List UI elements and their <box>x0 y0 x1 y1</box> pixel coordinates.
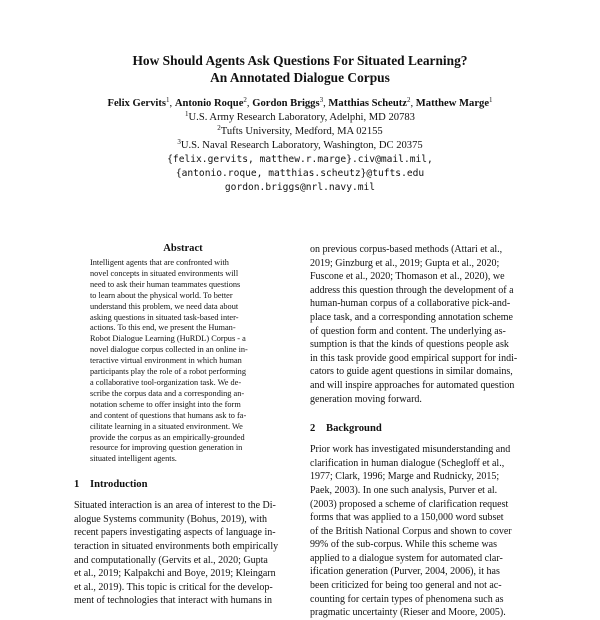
introduction-line: recent papers investigating aspects of language in- <box>74 527 276 539</box>
introduction-body <box>74 499 292 608</box>
abstract-line: asking questions in situated task-based inter- <box>90 312 239 322</box>
abstract-line: understand this problem, we need data about <box>90 301 239 311</box>
background-line: 99% of the sub-corpus. While this scheme was <box>310 539 497 551</box>
abstract-line: to learn about the physical world. To better <box>90 290 233 300</box>
author: Gordon Briggs$^3$, <box>252 96 329 109</box>
abstract-line: actions. To this end, we present the Human- <box>90 323 236 333</box>
background-line: Paek, 2003). In one such analysis, Purver et al. <box>310 484 498 496</box>
email-line-1[interactable]: {felix.gervits, matthew.r.marge}.civ@mail.mil, <box>167 154 433 165</box>
abstract-line: teractive virtual environment in which human <box>90 356 242 366</box>
abstract-line: Robot Dialogue Learning (HuRDL) Corpus - a <box>90 334 246 344</box>
abstract-line: novel concepts in situated environments will <box>90 268 239 278</box>
background-line: ification generation (Purver, 2004, 2006), it has <box>310 566 500 578</box>
email-line-2[interactable]: {antonio.roque, matthias.scheutz}@tufts.edu <box>175 168 425 179</box>
body-line: of question form and content. The underlying as- <box>310 325 506 337</box>
background-heading: 2 Background <box>310 423 382 435</box>
background-line: (2003) proposed a scheme of clarification request <box>310 498 509 510</box>
abstract-line: resource for improving question generation in <box>90 443 243 453</box>
body-line: and will inspire approaches for automated question <box>310 379 515 391</box>
abstract-line: provide the corpus as an empirically-grounded <box>90 432 245 442</box>
background-line: forms that was applied to a 150,000 word subset <box>310 512 504 524</box>
left-column <box>74 242 292 608</box>
author: Felix Gervits$^1$, <box>107 96 175 109</box>
background-line: applied to a dialogue system for automated clar- <box>310 552 503 564</box>
background-body <box>310 443 536 620</box>
affiliation-3: $^3$U.S. Naval Research Laboratory, Washington, DC 20375 <box>177 138 423 151</box>
right-column <box>310 243 536 620</box>
introduction-line: alogue Systems community (Bohus, 2019), with <box>74 513 268 525</box>
author: Matthias Scheutz$^2$, <box>328 96 416 109</box>
abstract-line: notation scheme to offer insight into the form <box>90 399 241 409</box>
author-list <box>40 97 560 110</box>
introduction-line: teraction in situated environments both empirically <box>74 541 279 552</box>
background-line: Prior work has investigated misunderstanding and <box>310 444 511 456</box>
abstract-line: Intelligent agents that are confronted with <box>90 258 229 267</box>
background-line: been criticized for being too general and not ac- <box>310 580 502 592</box>
body-line: cators to guide agent questions in similar domains, <box>310 366 513 378</box>
body-line: address this question through the development of a <box>310 284 514 296</box>
author: Matthew Marge$^1$ <box>415 96 493 109</box>
paper-title-line-1: How Should Agents Ask Questions For Situated Learning? <box>132 53 468 68</box>
abstract-line: scribe the corpus data and a corresponding an- <box>90 388 245 398</box>
background-line: pragmatic uncertainty (Rieser and Moore, 2005). <box>310 607 506 619</box>
affiliation-1: $^1$U.S. Army Research Laboratory, Adelphi, MD 20783 <box>185 110 415 123</box>
background-line: counting for certain types of phenomena such as <box>310 593 504 605</box>
abstract-heading: Abstract <box>163 243 203 254</box>
abstract-line: cilitate learning in a situated environment. We <box>90 421 243 431</box>
introduction-line: ment of technologies that interact with humans in <box>74 595 273 607</box>
body-line: in this task provide good empirical support for indi- <box>310 352 518 364</box>
affiliation-2: $^2$Tufts University, Medford, MA 02155 <box>217 124 383 137</box>
body-line: 2019; Ginzburg et al., 2019; Gupta et al., 2020; <box>310 257 500 269</box>
right-column-body <box>310 243 536 406</box>
body-line: human-human corpus of a collaborative pick-and- <box>310 298 511 310</box>
paper-title-line-2: An Annotated Dialogue Corpus <box>210 70 390 85</box>
introduction-line: and computationally (Gervits et al., 2020; Gupta <box>74 554 268 566</box>
abstract-line: and content of questions that humans ask to fa- <box>90 410 247 420</box>
email-line-3[interactable]: gordon.briggs@nrl.navy.mil <box>224 182 376 193</box>
introduction-line: et al., 2019). This topic is critical for the develop- <box>74 581 273 593</box>
background-line: clarification in human dialogue (Schegloff et al., <box>310 457 505 469</box>
body-line: on previous corpus-based methods (Attari et al., <box>310 244 503 255</box>
body-line: Fuscone et al., 2020; Thomason et al., 2020), we <box>310 271 505 283</box>
introduction-line: Situated interaction is an area of interest to the Di- <box>74 500 276 512</box>
abstract-body <box>74 258 292 465</box>
body-line: generation moving forward. <box>310 393 422 405</box>
abstract-line: a collaborative tool-organization task. We de- <box>90 377 242 387</box>
author: Antonio Roque$^2$, <box>174 96 253 109</box>
body-line: sumption is that the kinds of questions people ask <box>310 339 509 351</box>
background-line: of the British National Corpus and shown to cover <box>310 525 512 537</box>
abstract-line: novel dialogue corpus collected in an online in- <box>90 345 248 355</box>
abstract-line: situated intelligent agents. <box>90 454 177 464</box>
abstract-line: need to ask their human teammates questions <box>90 279 241 289</box>
introduction-line: et al., 2019; Kalpakchi and Boye, 2019; Kleingarn <box>74 568 276 580</box>
background-line: 1977; Clark, 1996; Marge and Rudnicky, 2015; <box>310 471 500 483</box>
abstract-line: participants play the role of a robot performing <box>90 367 246 377</box>
introduction-heading: 1 Introduction <box>74 479 148 491</box>
body-line: place task, and a corresponding annotation scheme <box>310 311 513 323</box>
